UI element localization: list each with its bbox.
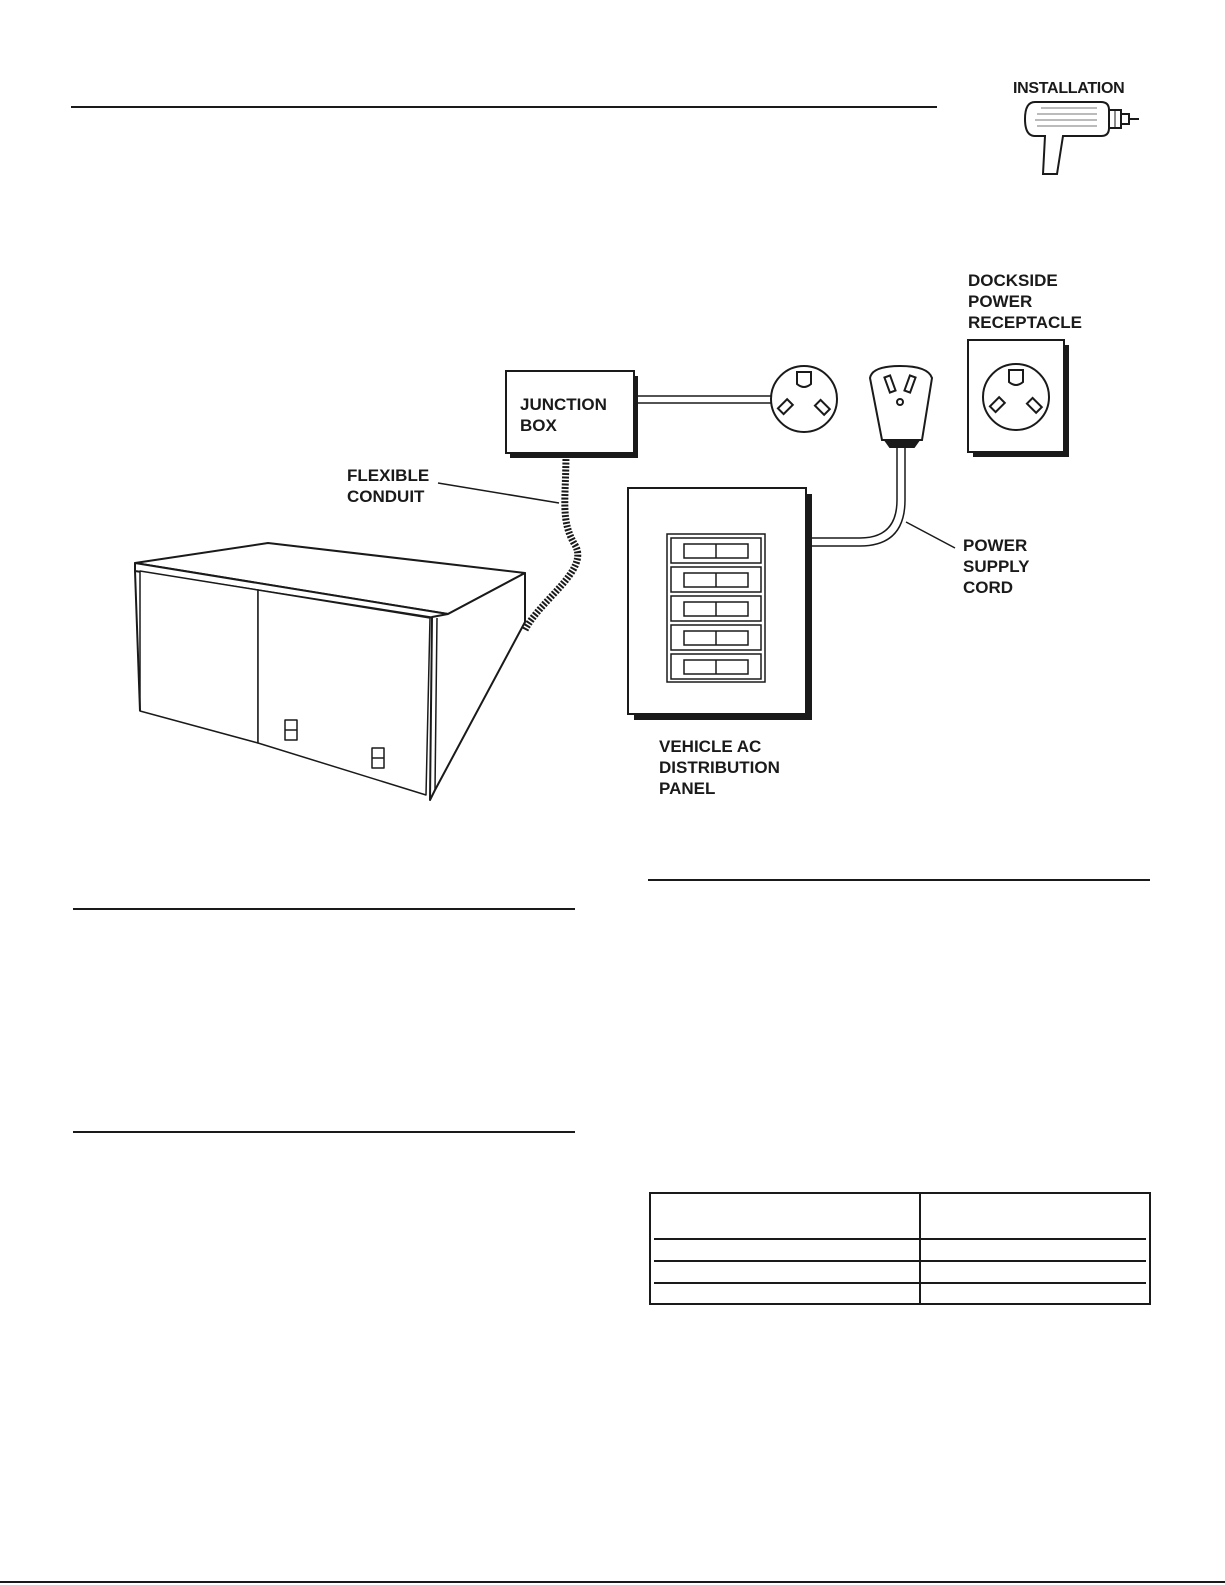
power-supply-cord-label: POWER SUPPLY CORD <box>963 536 1030 597</box>
power-supply-cord <box>808 447 905 546</box>
table-row-rule <box>654 1282 1146 1284</box>
right-section-rule <box>648 879 1150 881</box>
table-column-divider <box>919 1194 921 1303</box>
left-section-rule-2 <box>73 1131 575 1133</box>
dockside-receptacle-label: DOCKSIDE POWER RECEPTACLE <box>968 271 1082 332</box>
conduit-leader-line <box>438 483 559 503</box>
distribution-panel <box>628 488 812 720</box>
spec-table <box>649 1192 1151 1305</box>
flexible-conduit-label: FLEXIBLE CONDUIT <box>347 466 430 506</box>
table-row-rule <box>654 1260 1146 1262</box>
junction-to-inlet-wire <box>634 396 772 403</box>
junction-box-label: JUNCTION BOX <box>520 395 607 435</box>
flexible-conduit <box>525 452 578 630</box>
breaker-group <box>671 538 761 679</box>
page-bottom-rule <box>0 1581 1225 1583</box>
dockside-receptacle <box>968 340 1069 457</box>
power-inlet <box>771 366 837 432</box>
section-tab-label: INSTALLATION <box>1013 80 1125 97</box>
table-header-rule <box>654 1238 1146 1240</box>
cord-leader-line <box>906 522 955 548</box>
left-section-rule-1 <box>73 908 575 910</box>
generator-enclosure <box>135 543 525 800</box>
cord-plug <box>870 366 932 447</box>
distribution-panel-label: VEHICLE AC DISTRIBUTION PANEL <box>659 737 780 798</box>
